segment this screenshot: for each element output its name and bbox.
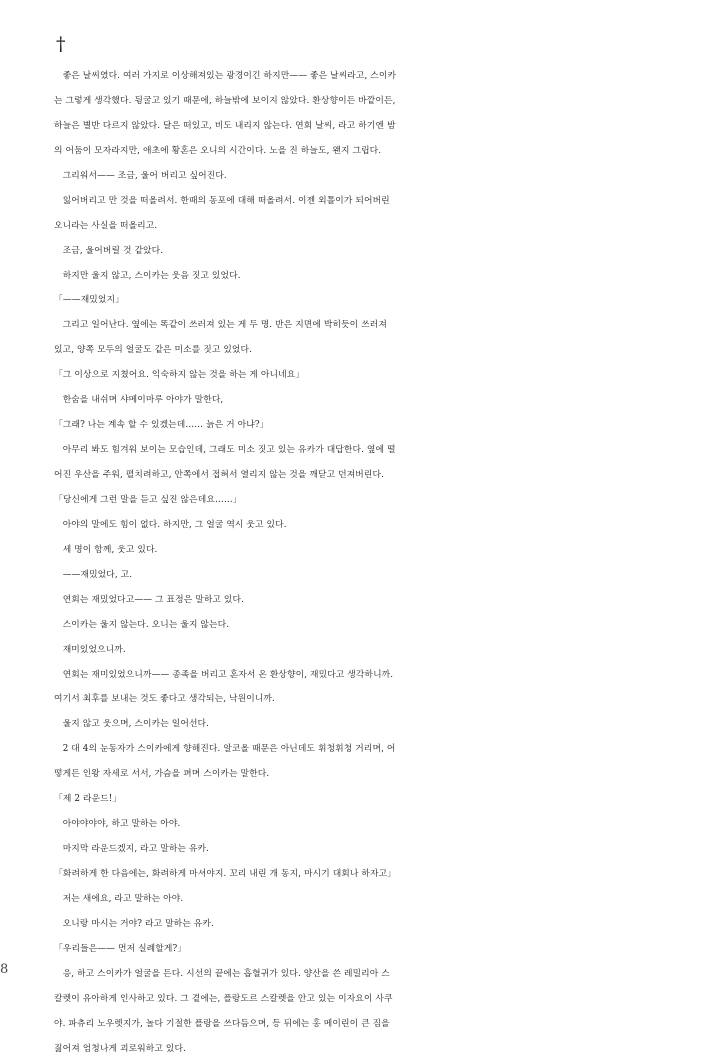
text-line: 짊어져 엄청나게 괴로워하고 있다. xyxy=(54,1043,186,1054)
text-line: 울지 않고 웃으며, 스이카는 일어선다. xyxy=(54,719,210,730)
text-line: 세 명이 함께, 웃고 있다. xyxy=(54,544,158,555)
text-line: 「그 이상으로 지쳤어요. 익숙하지 않는 것을 하는 게 아니네요」 xyxy=(54,370,305,381)
text-line: 「제 2 라운드!」 xyxy=(54,794,122,805)
text-line: 떻게든 인왕 자세로 서서, 가슴을 펴며 스이카는 말한다. xyxy=(54,769,270,780)
text-line: 재미있었으니까. xyxy=(54,644,126,655)
text-line: 「우리들은—— 먼저 실례할게?」 xyxy=(54,943,187,954)
text-line: 의 어둠이 모자라지만, 애초에 황혼은 오니의 시간이다. 노을 진 하늘도, 왠지 그립다. xyxy=(54,145,382,156)
text-line: 「화려하게 한 다음에는, 화려하게 마셔야지. 꼬리 내린 개 동지, 마시기 대회나 하자고」 xyxy=(54,869,397,879)
text-line: 오니랑 마시는 거야? 라고 말하는 유카. xyxy=(54,918,214,929)
text-line: 아무리 봐도 힘겨워 보이는 모습인데, 그래도 미소 짓고 있는 유카가 대답한다. 옆에 떨 xyxy=(54,445,396,456)
text-line: 칼렛이 유아하게 인사하고 있다. 그 곁에는, 플랑도르 스칼렛을 안고 있는 이자요이 사쿠 xyxy=(54,993,393,1004)
text-line: 오니라는 사실을 떠올리고. xyxy=(54,220,158,231)
text-line: 연회는 재밌었다고—— 그 표정은 말하고 있다. xyxy=(54,594,245,605)
text-line: 연회는 재미있었으니까—— 종족을 버리고 혼자서 온 환상향이, 재밌다고 생각하니까. xyxy=(54,669,394,680)
text-line: 「그래? 나는 계속 할 수 있겠는데…… 늙은 거 아냐?」 xyxy=(54,420,269,431)
text-line: 아야의 말에도 힘이 없다. 하지만, 그 얼굴 역시 웃고 있다. xyxy=(54,519,287,530)
text-line: 야. 파츄리 노우렛지가, 놀다 기절한 플랑을 쓰다듬으며, 등 뒤에는 홍 메이린이 큰 짐을 xyxy=(54,1018,390,1029)
body-text xyxy=(54,64,670,1062)
text-line: ——재밌었다, 고. xyxy=(54,569,133,580)
page-edge-number: 8 xyxy=(0,962,9,977)
text-line: 응, 하고 스이카가 얼굴을 든다. 시선의 끝에는 흡혈귀가 있다. 양산을 쓴 레밀리아 스 xyxy=(54,968,390,979)
text-line: 좋은 날씨였다. 여러 가지로 이상해져있는 광경이긴 하지만—— 좋은 날씨라고, 스이카 xyxy=(54,71,397,81)
text-line: 그리고 일어난다. 옆에는 똑같이 쓰러져 있는 게 두 명. 반은 지면에 박히듯이 쓰러져 xyxy=(54,320,387,331)
text-line: 2 대 4의 눈동자가 스이카에게 향해진다. 알코올 때문은 아닌데도 휘청휘청 거리며, 어 xyxy=(54,744,396,755)
text-line: 조금, 울어버릴 것 같았다. xyxy=(54,245,164,256)
text-line: 「당신에게 그런 말을 듣고 싶진 않은데요……」 xyxy=(54,494,242,505)
text-line: 아야야야야, 하고 말하는 아야. xyxy=(54,819,181,830)
dagger-mark: † xyxy=(56,33,66,55)
text-line: 저는 새에요, 라고 말하는 아야. xyxy=(54,893,184,904)
text-line: 하지만 울지 않고, 스이카는 웃음 짓고 있었다. xyxy=(54,270,241,281)
text-line: 는 그렇게 생각했다. 뒹굴고 있기 때문에, 하늘밖에 보이지 않았다. 환상향이든 바깥이든, xyxy=(54,95,396,106)
text-line: 잃어버리고 만 것을 떠올려서. 한때의 동포에 대해 떠올려서. 이젠 외톨이가 되어버린 xyxy=(54,195,390,206)
text-line: 한숨을 내쉬며 샤메이마루 아야가 말한다, xyxy=(54,395,224,406)
text-line: 마지막 라운드겠지, 라고 말하는 유카. xyxy=(54,844,210,855)
text-line: 하늘은 별반 다르지 않았다. 달은 떠있고, 비도 내리지 않는다. 연회 날씨, 라고 하기엔 밤 xyxy=(54,120,396,131)
text-line: 그리워서—— 조금, 울어 버리고 싶어진다. xyxy=(54,170,227,181)
text-line: 스이카는 울지 않는다. 오니는 울지 않는다. xyxy=(54,619,230,630)
text-line: 어진 우산을 주워, 펼치려하고, 안쪽에서 접혀서 열리지 않는 것을 깨닫고 던져버린다. xyxy=(54,470,384,480)
text-line: 「——재밌었지」 xyxy=(54,295,124,306)
text-line: 여기서 최후를 보내는 것도 좋다고 생각되는, 낙원이니까. xyxy=(54,694,275,705)
text-line: 있고, 양쪽 모두의 얼굴도 같은 미소를 짓고 있었다. xyxy=(54,345,253,356)
